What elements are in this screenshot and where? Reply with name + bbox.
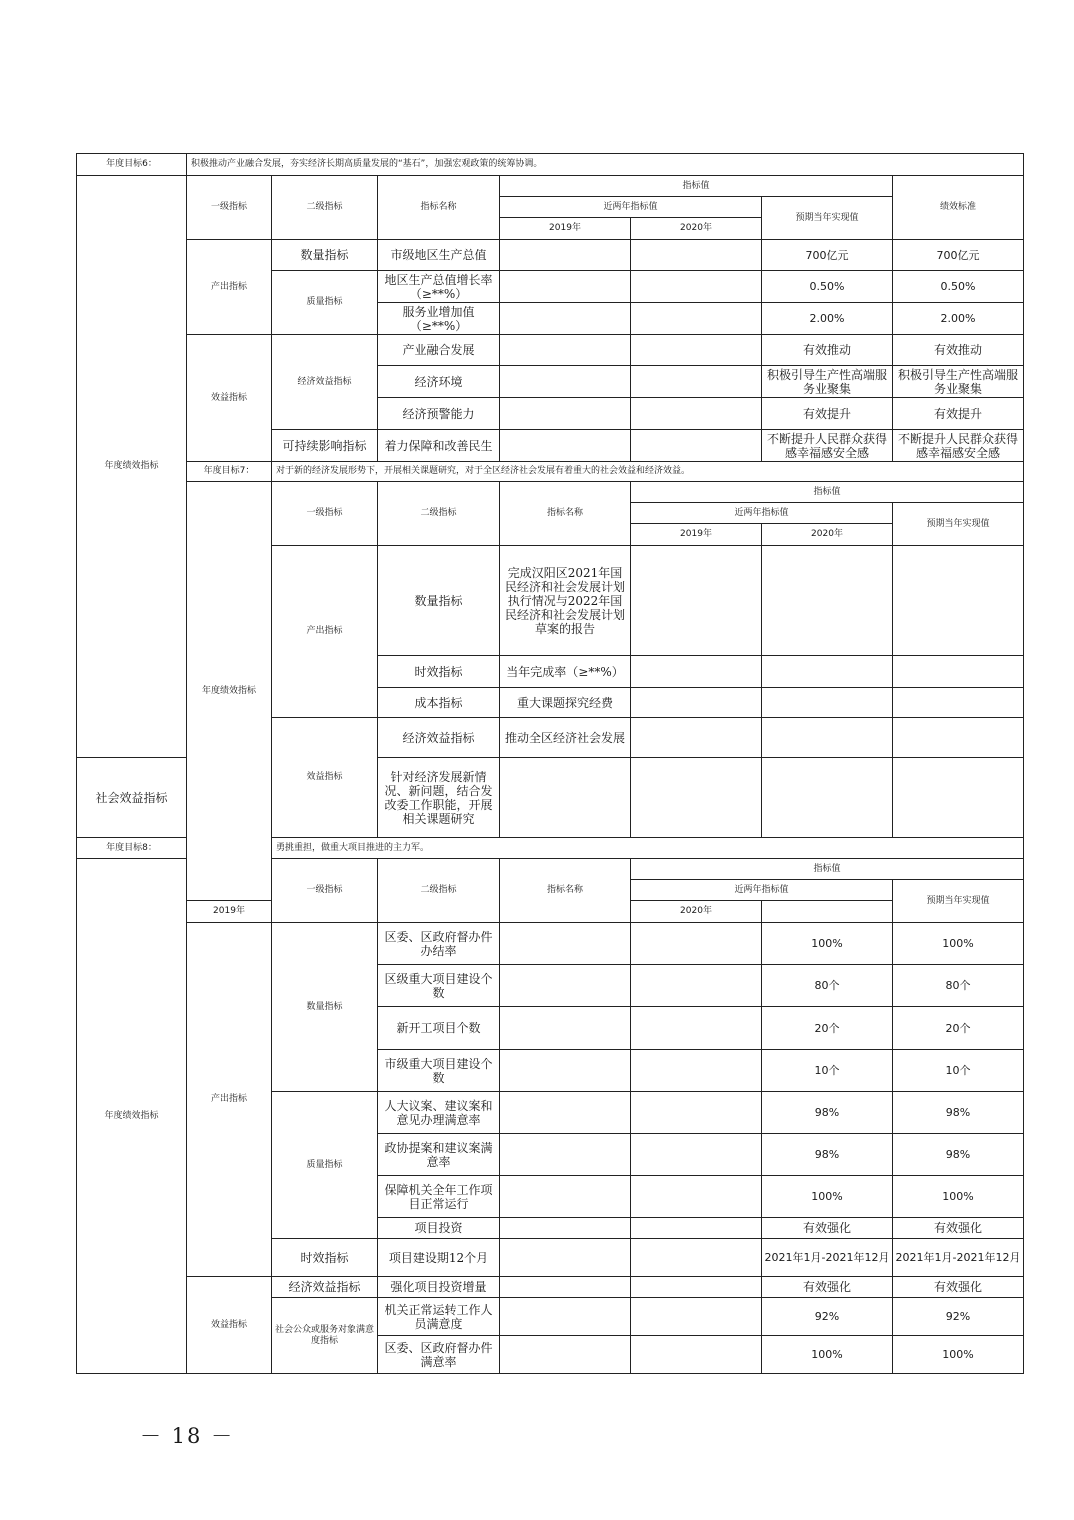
standard-value: 20个 [893, 1007, 1024, 1050]
indicator-name: 当年完成率（≥**%） [500, 656, 631, 688]
goal7-label: 年度目标7： [187, 462, 272, 482]
header-level2: 二级指标 [272, 176, 378, 240]
standard-value: 98% [893, 1134, 1024, 1176]
indicator-name: 推动全区经济社会发展 [500, 718, 631, 758]
goal6-text: 积极推动产业融合发展，夯实经济长期高质量发展的“基石”，加强宏观政策的统筹协调。 [187, 154, 1024, 176]
goal8-timeliness: 时效指标 [272, 1239, 378, 1277]
expected-value: 2.00% [762, 303, 893, 335]
header-level1: 一级指标 [272, 482, 378, 546]
expected-value: 700亿元 [762, 240, 893, 271]
goal7-text: 对于新的经济发展形势下，开展相关课题研究，对于全区经济社会发展有着重大的社会效益和经济效益。 [272, 462, 1024, 482]
header-level2: 二级指标 [378, 859, 500, 923]
header-indicator-value: 指标值 [631, 859, 1024, 880]
indicator-name: 区委、区政府督办件满意率 [378, 1336, 500, 1374]
standard-value: 不断提升人民群众获得感幸福感安全感 [893, 430, 1024, 462]
header-recent-two-years: 近两年指标值 [631, 503, 893, 524]
header-2019: 2019年 [500, 218, 631, 240]
indicator-name: 经济预警能力 [378, 398, 500, 430]
standard-value: 有效提升 [893, 398, 1024, 430]
performance-table [76, 153, 1024, 1374]
expected-value: 10个 [762, 1050, 893, 1092]
table-row [77, 335, 1024, 366]
goal6-sustain: 可持续影响指标 [272, 430, 378, 462]
goal8-quantity: 数量指标 [272, 923, 378, 1092]
goal8-quality: 质量指标 [272, 1092, 378, 1239]
expected-value: 不断提升人民群众获得感幸福感安全感 [762, 430, 893, 462]
goal7-econ: 经济效益指标 [378, 718, 500, 758]
standard-value: 积极引导生产性高端服务业聚集 [893, 366, 1024, 398]
indicator-name: 针对经济发展新情况、新问题，结合发改委工作职能，开展相关课题研究 [378, 758, 500, 838]
indicator-name: 政协提案和建议案满意率 [378, 1134, 500, 1176]
indicator-name: 强化项目投资增量 [378, 1277, 500, 1298]
header-expected: 预期当年实现值 [893, 880, 1024, 923]
goal6-benefit: 效益指标 [187, 335, 272, 462]
header-standard: 绩效标准 [893, 176, 1024, 240]
header-indicator-value: 指标值 [631, 482, 1024, 503]
header-recent-two-years: 近两年指标值 [631, 880, 893, 901]
expected-value: 积极引导生产性高端服务业聚集 [762, 366, 893, 398]
header-name: 指标名称 [378, 176, 500, 240]
goal6-quality: 质量指标 [272, 271, 378, 335]
indicator-name: 着力保障和改善民生 [378, 430, 500, 462]
header-row [77, 176, 1024, 197]
table-row [77, 240, 1024, 271]
standard-value: 92% [893, 1298, 1024, 1336]
indicator-name: 服务业增加值（≥**%） [378, 303, 500, 335]
goal6-label: 年度目标6： [77, 154, 187, 176]
standard-value: 98% [893, 1092, 1024, 1134]
goal7-output: 产出指标 [272, 546, 378, 718]
standard-value: 700亿元 [893, 240, 1024, 271]
goal6-output: 产出指标 [187, 240, 272, 335]
goal7-timeliness: 时效指标 [378, 656, 500, 688]
goal7-benefit: 效益指标 [272, 718, 378, 838]
indicator-name: 区委、区政府督办件办结率 [378, 923, 500, 965]
standard-value: 2.00% [893, 303, 1024, 335]
goal8-output: 产出指标 [187, 923, 272, 1277]
standard-value: 100% [893, 1176, 1024, 1218]
indicator-name: 地区生产总值增长率（≥**%） [378, 271, 500, 303]
header-level1: 一级指标 [187, 176, 272, 240]
expected-value: 92% [762, 1298, 893, 1336]
header-name: 指标名称 [500, 859, 631, 923]
header-expected: 预期当年实现值 [762, 197, 893, 240]
indicator-name: 重大课题探究经费 [500, 688, 631, 718]
header-2020: 2020年 [762, 524, 893, 546]
indicator-name: 人大议案、建议案和意见办理满意率 [378, 1092, 500, 1134]
header-recent-two-years: 近两年指标值 [500, 197, 762, 218]
indicator-name: 保障机关全年工作项目正常运行 [378, 1176, 500, 1218]
goal8-econ: 经济效益指标 [272, 1277, 378, 1298]
page-number: － 18 － [140, 1424, 235, 1448]
table-row [77, 1277, 1024, 1298]
indicator-name: 经济环境 [378, 366, 500, 398]
goal7-social: 社会效益指标 [77, 758, 187, 838]
header-level2: 二级指标 [378, 482, 500, 546]
indicator-name: 市级重大项目建设个数 [378, 1050, 500, 1092]
goal8-benefit: 效益指标 [187, 1277, 272, 1374]
goal6-quantity: 数量指标 [272, 240, 378, 271]
indicator-name: 市级地区生产总值 [378, 240, 500, 271]
expected-value: 20个 [762, 1007, 893, 1050]
standard-value: 80个 [893, 965, 1024, 1007]
standard-value: 10个 [893, 1050, 1024, 1092]
indicator-name: 完成汉阳区2021年国民经济和社会发展计划执行情况与2022年国民经济和社会发展计划草案的报告 [500, 546, 631, 656]
expected-value: 100% [762, 1336, 893, 1374]
header-expected: 预期当年实现值 [893, 503, 1024, 546]
indicator-name: 区级重大项目建设个数 [378, 965, 500, 1007]
expected-value: 98% [762, 1134, 893, 1176]
performance-table-container [76, 153, 1023, 1374]
header-indicator-value: 指标值 [500, 176, 893, 197]
goal8-perf-label: 年度绩效指标 [77, 859, 187, 1374]
header-level1: 一级指标 [272, 859, 378, 923]
goal7-cost: 成本指标 [378, 688, 500, 718]
expected-value: 98% [762, 1092, 893, 1134]
standard-value: 有效强化 [893, 1277, 1024, 1298]
standard-value: 100% [893, 923, 1024, 965]
goal8-text: 勇挑重担，做重大项目推进的主力军。 [272, 838, 1024, 859]
goal8-satisfaction: 社会公众或服务对象满意度指标 [272, 1298, 378, 1374]
indicator-name: 新开工项目个数 [378, 1007, 500, 1050]
standard-value: 2021年1月-2021年12月 [893, 1239, 1024, 1277]
expected-value: 100% [762, 923, 893, 965]
indicator-name: 机关正常运转工作人员满意度 [378, 1298, 500, 1336]
header-2019: 2019年 [631, 524, 762, 546]
expected-value: 有效强化 [762, 1218, 893, 1239]
expected-value: 有效提升 [762, 398, 893, 430]
goal8-label: 年度目标8： [77, 838, 187, 859]
standard-value: 有效推动 [893, 335, 1024, 366]
goal7-quantity: 数量指标 [378, 546, 500, 656]
indicator-name: 项目建设期12个月 [378, 1239, 500, 1277]
goal6-perf-label: 年度绩效指标 [77, 176, 187, 758]
standard-value: 0.50% [893, 271, 1024, 303]
expected-value: 有效强化 [762, 1277, 893, 1298]
expected-value: 80个 [762, 965, 893, 1007]
indicator-name: 项目投资 [378, 1218, 500, 1239]
header-2019: 2019年 [187, 901, 272, 923]
goal6-row [77, 154, 1024, 176]
header-row [77, 482, 1024, 503]
table-row [77, 923, 1024, 965]
header-name: 指标名称 [500, 482, 631, 546]
expected-value: 100% [762, 1176, 893, 1218]
header-2020: 2020年 [631, 218, 762, 240]
goal7-perf-label: 年度绩效指标 [187, 482, 272, 901]
indicator-name: 产业融合发展 [378, 335, 500, 366]
expected-value: 2021年1月-2021年12月 [762, 1239, 893, 1277]
header-2020: 2020年 [631, 901, 762, 923]
goal7-row [77, 462, 1024, 482]
standard-value: 有效强化 [893, 1218, 1024, 1239]
expected-value: 有效推动 [762, 335, 893, 366]
standard-value: 100% [893, 1336, 1024, 1374]
goal6-econ: 经济效益指标 [272, 335, 378, 430]
expected-value: 0.50% [762, 271, 893, 303]
